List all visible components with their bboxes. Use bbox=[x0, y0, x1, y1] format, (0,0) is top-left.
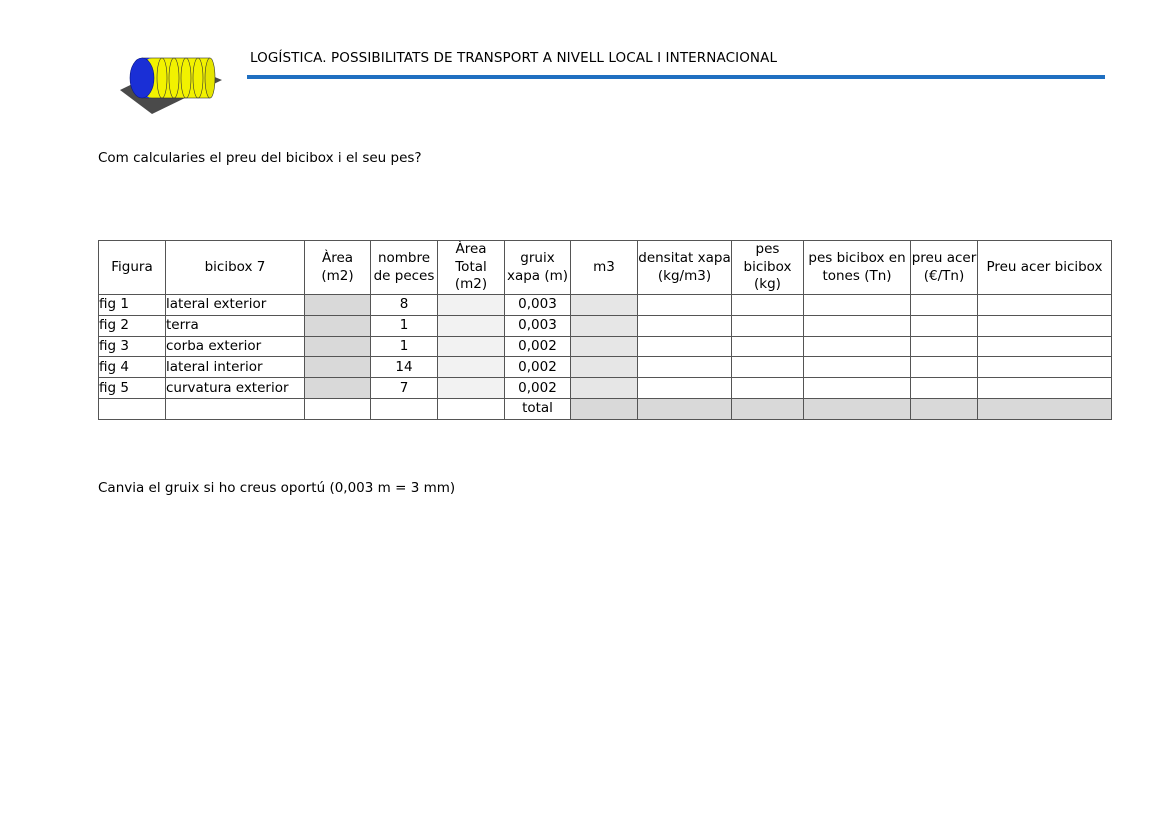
weight-tn-cell[interactable] bbox=[804, 336, 911, 357]
table-header-row bbox=[99, 241, 1112, 295]
figura-cell: fig 2 bbox=[99, 315, 166, 336]
column-header: pes bicibox en tones (Tn) bbox=[804, 241, 911, 295]
empty-cell bbox=[438, 398, 505, 419]
total-steel-price-cell[interactable] bbox=[911, 398, 978, 419]
table-row bbox=[99, 295, 1112, 316]
column-header: nombre de peces bbox=[371, 241, 438, 295]
thickness-cell[interactable]: 0,002 bbox=[505, 336, 571, 357]
piece-name-cell: curvatura exterior bbox=[166, 378, 305, 399]
column-header: m3 bbox=[571, 241, 638, 295]
steel-price-cell[interactable] bbox=[911, 378, 978, 399]
pieces-count-cell: 8 bbox=[371, 295, 438, 316]
table-row bbox=[99, 357, 1112, 378]
total-weight-tn-cell[interactable] bbox=[804, 398, 911, 419]
bicibox-calculation-table bbox=[98, 240, 1112, 420]
column-header: pes bicibox (kg) bbox=[732, 241, 804, 295]
table-row bbox=[99, 336, 1112, 357]
density-cell[interactable] bbox=[638, 378, 732, 399]
column-header: bicibox 7 bbox=[166, 241, 305, 295]
column-header: gruix xapa (m) bbox=[505, 241, 571, 295]
volume-input-cell[interactable] bbox=[571, 378, 638, 399]
weight-tn-cell[interactable] bbox=[804, 357, 911, 378]
total-area-input-cell[interactable] bbox=[438, 336, 505, 357]
total-area-input-cell[interactable] bbox=[438, 378, 505, 399]
thickness-cell[interactable]: 0,003 bbox=[505, 315, 571, 336]
weight-kg-cell[interactable] bbox=[732, 295, 804, 316]
density-cell[interactable] bbox=[638, 295, 732, 316]
steel-price-cell[interactable] bbox=[911, 315, 978, 336]
figura-cell: fig 5 bbox=[99, 378, 166, 399]
bicibox-cylinder-logo-icon bbox=[118, 50, 226, 118]
volume-input-cell[interactable] bbox=[571, 357, 638, 378]
volume-input-cell[interactable] bbox=[571, 336, 638, 357]
thickness-cell[interactable]: 0,002 bbox=[505, 378, 571, 399]
bicibox-price-cell[interactable] bbox=[978, 378, 1112, 399]
weight-kg-cell[interactable] bbox=[732, 315, 804, 336]
density-cell[interactable] bbox=[638, 357, 732, 378]
weight-tn-cell[interactable] bbox=[804, 315, 911, 336]
page-header-title: LOGÍSTICA. POSSIBILITATS DE TRANSPORT A NIVELL LOCAL I INTERNACIONAL bbox=[250, 50, 778, 66]
density-cell[interactable] bbox=[638, 336, 732, 357]
total-label: total bbox=[505, 398, 571, 419]
weight-kg-cell[interactable] bbox=[732, 378, 804, 399]
thickness-cell[interactable]: 0,002 bbox=[505, 357, 571, 378]
pieces-count-cell: 1 bbox=[371, 315, 438, 336]
area-input-cell[interactable] bbox=[305, 336, 371, 357]
total-area-input-cell[interactable] bbox=[438, 357, 505, 378]
density-cell[interactable] bbox=[638, 315, 732, 336]
column-header: Àrea (m2) bbox=[305, 241, 371, 295]
area-input-cell[interactable] bbox=[305, 378, 371, 399]
empty-cell bbox=[371, 398, 438, 419]
table-row bbox=[99, 378, 1112, 399]
bicibox-price-cell[interactable] bbox=[978, 357, 1112, 378]
volume-input-cell[interactable] bbox=[571, 295, 638, 316]
piece-name-cell: lateral exterior bbox=[166, 295, 305, 316]
question-text: Com calcularies el preu del bicibox i el seu pes? bbox=[98, 150, 422, 166]
bicibox-price-cell[interactable] bbox=[978, 315, 1112, 336]
pieces-count-cell: 7 bbox=[371, 378, 438, 399]
area-input-cell[interactable] bbox=[305, 315, 371, 336]
weight-kg-cell[interactable] bbox=[732, 357, 804, 378]
total-area-input-cell[interactable] bbox=[438, 315, 505, 336]
column-header: preu acer (€/Tn) bbox=[911, 241, 978, 295]
bicibox-price-cell[interactable] bbox=[978, 336, 1112, 357]
pieces-count-cell: 14 bbox=[371, 357, 438, 378]
area-input-cell[interactable] bbox=[305, 295, 371, 316]
steel-price-cell[interactable] bbox=[911, 357, 978, 378]
steel-price-cell[interactable] bbox=[911, 295, 978, 316]
figura-cell: fig 1 bbox=[99, 295, 166, 316]
header-divider bbox=[247, 75, 1105, 79]
empty-cell bbox=[166, 398, 305, 419]
total-density-cell[interactable] bbox=[638, 398, 732, 419]
column-header: densitat xapa (kg/m3) bbox=[638, 241, 732, 295]
figura-cell: fig 3 bbox=[99, 336, 166, 357]
weight-tn-cell[interactable] bbox=[804, 378, 911, 399]
steel-price-cell[interactable] bbox=[911, 336, 978, 357]
piece-name-cell: terra bbox=[166, 315, 305, 336]
column-header: Preu acer bicibox bbox=[978, 241, 1112, 295]
thickness-note: Canvia el gruix si ho creus oportú (0,003 m = 3 mm) bbox=[98, 480, 456, 496]
area-input-cell[interactable] bbox=[305, 357, 371, 378]
bicibox-price-cell[interactable] bbox=[978, 295, 1112, 316]
total-weight-kg-cell[interactable] bbox=[732, 398, 804, 419]
piece-name-cell: corba exterior bbox=[166, 336, 305, 357]
volume-input-cell[interactable] bbox=[571, 315, 638, 336]
table-row bbox=[99, 315, 1112, 336]
column-header: Àrea Total (m2) bbox=[438, 241, 505, 295]
table-total-row bbox=[99, 398, 1112, 419]
thickness-cell[interactable]: 0,003 bbox=[505, 295, 571, 316]
figura-cell: fig 4 bbox=[99, 357, 166, 378]
pieces-count-cell: 1 bbox=[371, 336, 438, 357]
empty-cell bbox=[99, 398, 166, 419]
total-volume-cell[interactable] bbox=[571, 398, 638, 419]
weight-kg-cell[interactable] bbox=[732, 336, 804, 357]
total-bicibox-price-cell[interactable] bbox=[978, 398, 1112, 419]
weight-tn-cell[interactable] bbox=[804, 295, 911, 316]
total-area-input-cell[interactable] bbox=[438, 295, 505, 316]
empty-cell bbox=[305, 398, 371, 419]
piece-name-cell: lateral interior bbox=[166, 357, 305, 378]
column-header: Figura bbox=[99, 241, 166, 295]
